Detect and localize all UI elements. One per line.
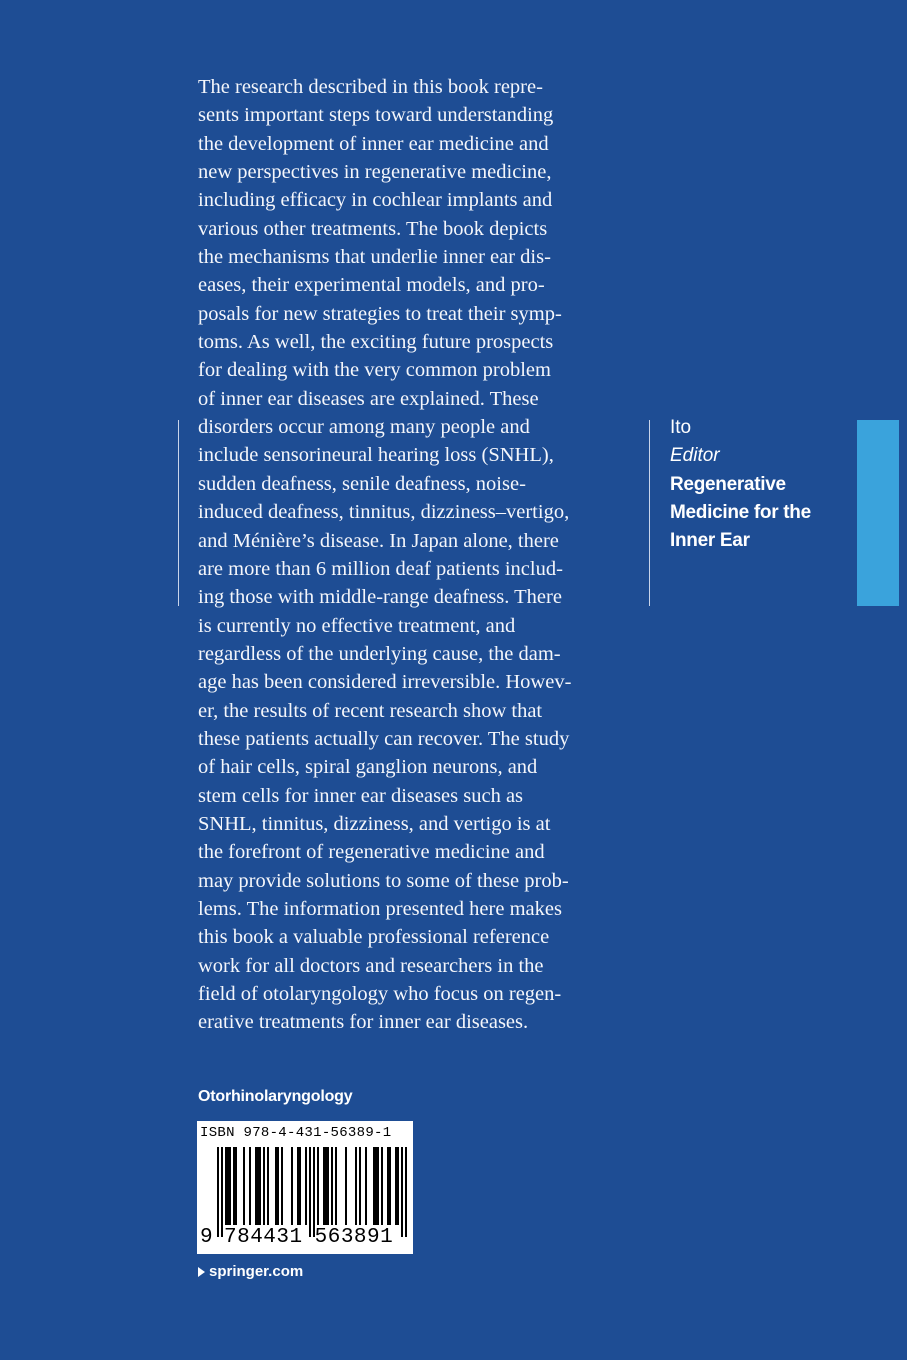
blurb-line: the development of inner ear medicine and <box>198 132 549 155</box>
blurb-line: induced deafness, tinnitus, dizziness–vertigo, <box>198 501 570 524</box>
blurb-line: the mechanisms that underlie inner ear dis- <box>198 246 551 269</box>
barcode-bar <box>217 1147 219 1237</box>
blurb-line: and Ménière’s disease. In Japan alone, there <box>198 529 559 552</box>
barcode-bar <box>405 1147 407 1237</box>
blurb-line: including efficacy in cochlear implants and <box>198 189 553 212</box>
blurb-text <box>198 73 638 1037</box>
barcode-bar <box>257 1147 259 1225</box>
barcode-bar <box>229 1147 231 1225</box>
barcode-bar <box>389 1147 391 1225</box>
barcode-bar <box>395 1147 397 1225</box>
book-title-line: Inner Ear <box>670 530 750 552</box>
barcode-bar <box>221 1147 223 1237</box>
barcode-bar <box>365 1147 367 1225</box>
barcode-bar <box>335 1147 337 1225</box>
left-divider-rule <box>178 420 179 606</box>
blurb-line: age has been considered irreversible. Howev- <box>198 671 572 694</box>
blurb-line: may provide solutions to some of these prob- <box>198 869 569 892</box>
barcode-bar <box>325 1147 327 1225</box>
barcode-bar <box>317 1147 319 1225</box>
ean-digits <box>200 1226 393 1249</box>
blurb-line: work for all doctors and researchers in the <box>198 954 544 977</box>
barcode-bar <box>243 1147 245 1225</box>
arrow-right-icon <box>198 1267 205 1277</box>
barcode-bar <box>375 1147 377 1225</box>
blurb-line: for dealing with the very common problem <box>198 359 551 382</box>
ean-group-2: 563891 <box>314 1226 394 1249</box>
barcode-bar <box>227 1147 229 1225</box>
barcode-bar <box>267 1147 269 1225</box>
website-text: springer.com <box>209 1263 304 1280</box>
blurb-line: of hair cells, spiral ganglion neurons, and <box>198 756 538 779</box>
blurb-line: disorders occur among many people and <box>198 416 530 439</box>
blurb-line: sudden deafness, senile deafness, noise- <box>198 472 526 495</box>
website-link[interactable] <box>198 1263 303 1280</box>
barcode-bar <box>255 1147 257 1225</box>
blurb-line: erative treatments for inner ear diseases. <box>198 1011 529 1034</box>
barcode-bar <box>313 1147 315 1237</box>
barcode-bar <box>259 1147 261 1225</box>
blurb-line: is currently no effective treatment, and <box>198 614 516 637</box>
blurb-line: lems. The information presented here makes <box>198 897 562 920</box>
barcode-bar <box>331 1147 333 1225</box>
barcode-bar <box>281 1147 283 1225</box>
blurb-line: this book a valuable professional reference <box>198 926 550 949</box>
barcode-bar <box>249 1147 251 1225</box>
blurb-line: various other treatments. The book depicts <box>198 217 548 240</box>
barcode-bar <box>377 1147 379 1225</box>
barcode-bar <box>397 1147 399 1225</box>
ean-first-digit: 9 <box>200 1226 214 1249</box>
barcode-bar <box>309 1147 311 1237</box>
book-title-line: Medicine for the <box>670 501 811 523</box>
barcode-bar <box>387 1147 389 1225</box>
blurb-line: er, the results of recent research show that <box>198 699 543 722</box>
editor-block <box>670 414 850 555</box>
blurb-line: posals for new strategies to treat their symp- <box>198 302 562 325</box>
blurb-line: include sensorineural hearing loss (SNHL), <box>198 444 554 467</box>
barcode-bar <box>381 1147 383 1225</box>
isbn-label: ISBN 978-4-431-56389-1 <box>200 1125 392 1141</box>
blurb-line: the forefront of regenerative medicine and <box>198 841 545 864</box>
blurb-line: SNHL, tinnitus, dizziness, and vertigo is at <box>198 812 551 835</box>
blurb-line: The research described in this book repre- <box>198 76 543 98</box>
blurb-line: ing those with middle-range deafness. There <box>198 586 562 609</box>
blurb-line: new perspectives in regenerative medicine, <box>198 161 552 184</box>
right-divider-rule <box>649 420 650 606</box>
barcode-bar <box>373 1147 375 1225</box>
blurb-line: field of otolaryngology who focus on regen- <box>198 983 562 1005</box>
blurb-line: sents important steps toward understanding <box>198 104 554 127</box>
isbn-barcode <box>197 1121 413 1254</box>
barcode-bar <box>299 1147 301 1225</box>
barcode-bar <box>401 1147 403 1237</box>
blurb-line: these patients actually can recover. The study <box>198 727 570 750</box>
barcode-bar <box>355 1147 357 1225</box>
subject-category: Otorhinolaryngology <box>198 1088 353 1105</box>
barcode-bar <box>359 1147 361 1225</box>
book-title-line: Regenerative <box>670 473 786 495</box>
blurb-line: of inner ear diseases are explained. These <box>198 387 539 410</box>
barcode-bar <box>345 1147 347 1225</box>
barcode-bar <box>235 1147 237 1225</box>
barcode-bar <box>233 1147 235 1225</box>
ean-group-1: 784431 <box>224 1226 303 1249</box>
barcode-bar <box>275 1147 277 1225</box>
blurb-line: toms. As well, the exciting future prospects <box>198 331 554 354</box>
blurb-line: stem cells for inner ear diseases such as <box>198 784 524 807</box>
barcode-bar <box>323 1147 325 1225</box>
color-tab <box>857 420 899 606</box>
barcode-bar <box>263 1147 265 1225</box>
blurb-line: are more than 6 million deaf patients includ- <box>198 557 563 580</box>
barcode-bar <box>327 1147 329 1225</box>
barcode-bar <box>291 1147 293 1225</box>
barcode-bar <box>277 1147 279 1225</box>
blurb-line: regardless of the underlying cause, the dam- <box>198 642 561 665</box>
editor-role: Editor <box>670 445 720 467</box>
barcode-bar <box>297 1147 299 1225</box>
barcode-bar <box>305 1147 307 1225</box>
blurb-line: eases, their experimental models, and pro- <box>198 274 545 297</box>
barcode-bar <box>225 1147 227 1225</box>
author-name: Ito <box>670 417 692 438</box>
